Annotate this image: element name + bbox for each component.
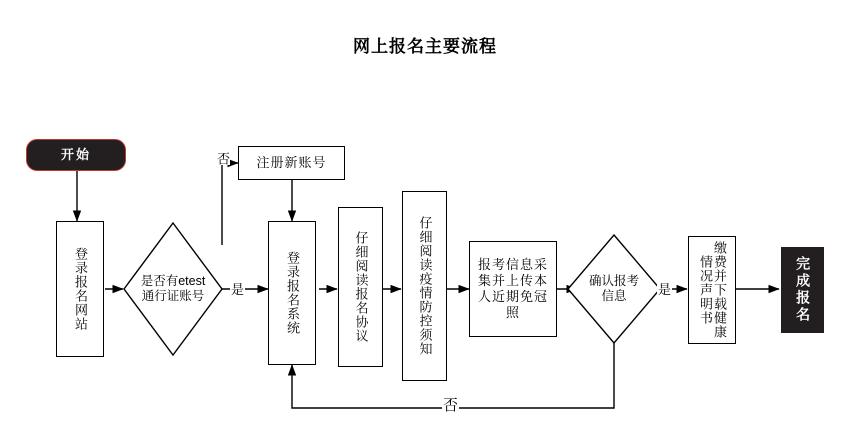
node-register[interactable]	[238, 146, 345, 180]
node-login-site-label: 登录报名网站	[73, 247, 89, 331]
edge-label-no-confirm: 否	[443, 397, 459, 414]
node-has-account-label: 是否有etest通行证账号	[140, 274, 206, 303]
node-collect-info[interactable]	[469, 241, 557, 337]
node-finish[interactable]	[781, 247, 824, 333]
node-start[interactable]	[26, 139, 126, 171]
node-has-account[interactable]	[123, 222, 223, 356]
page-title: 网上报名主要流程	[353, 37, 497, 56]
node-pay-download-label: 缴费并下载健康情况声明书	[698, 241, 728, 339]
node-read-agreement[interactable]	[338, 207, 383, 367]
node-confirm-info-label: 确认报考信息	[588, 274, 639, 303]
edge-label-yes-account: 是	[231, 282, 245, 297]
node-login-system[interactable]	[268, 221, 316, 365]
node-login-system-label: 登录报名系统	[285, 251, 301, 335]
node-register-label: 注册新账号	[256, 154, 327, 170]
node-read-epidemic[interactable]	[402, 191, 447, 381]
node-start-label: 开始	[60, 146, 91, 162]
node-read-agreement-label: 仔细阅读报名协议	[353, 231, 369, 343]
node-login-site[interactable]	[56, 221, 104, 357]
edge-label-no-account: 否	[215, 152, 230, 165]
node-pay-download[interactable]	[688, 236, 736, 344]
edge-label-yes-confirm: 是	[658, 282, 672, 297]
node-collect-info-label: 报考信息采集并上传本人近期免冠照	[477, 256, 548, 321]
node-finish-label: 完成报名	[795, 256, 812, 324]
node-read-epidemic-label: 仔细阅读疫情防控须知	[417, 216, 433, 356]
node-confirm-info[interactable]	[567, 234, 661, 344]
